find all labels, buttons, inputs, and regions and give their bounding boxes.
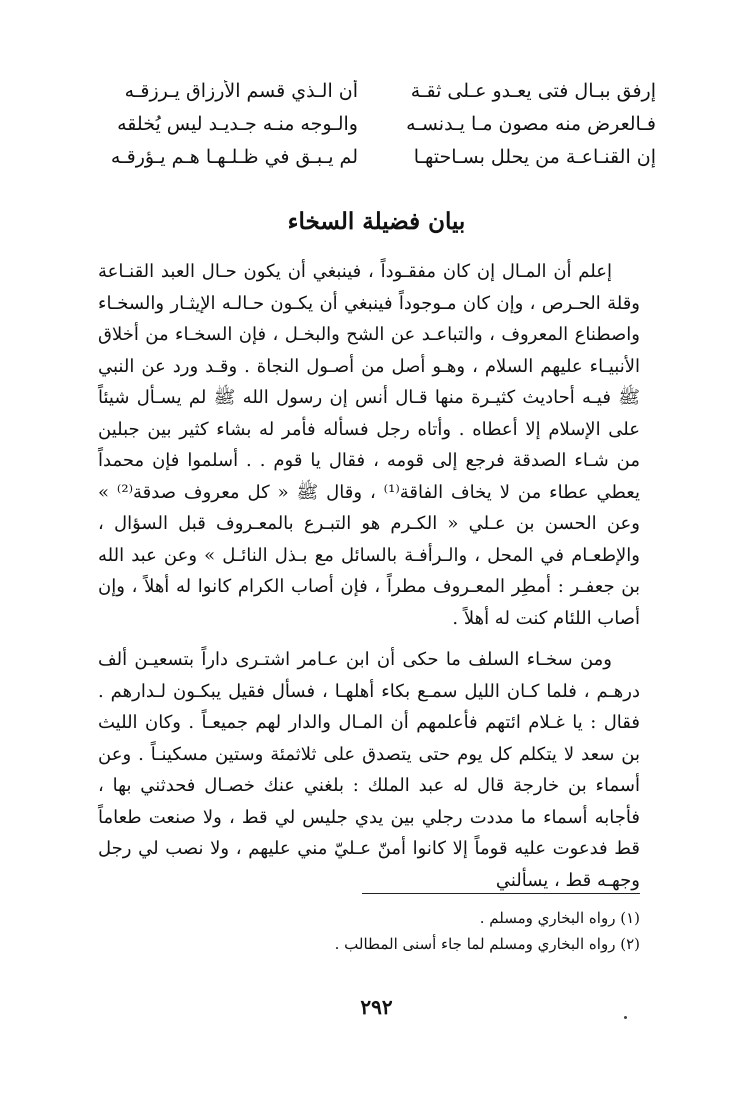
poem-verse xyxy=(100,107,656,140)
footnotes xyxy=(98,905,640,957)
paragraph: إعلم أن المـال إن كان مفقـوداً ، فينبغي أن يكون حـال العبد القنـاعة وقلة الحـرص ، وإن كان مـوجوداً فينبغي أن يكـون حـالـه الإيثـار والسخـاء واصطناع المعروف ، والتباعـد عن الشح والبخـل ، فإن السخـاء من أخلاق الأنبيـاء عليهم السلام ، وهـو أصل من أصـول النجاة . وقـد ورد عن النبي ﷺ فيـه أحاديث كثيـرة منها قـال أنس إن رسول الله ﷺ لم يسـأل شيئاً على الإسلام إلا أعطاه . وأتاه رجل فسأله فأمر له بشاء كثير بين جبلين من شـاء الصدقة فرجع إلى قومه ، فقال يا قوم . . أسلموا فإن محمداً يعطي عطاء من لا يخاف الفاقة⁽¹⁾ ، وقال ﷺ « كل معروف صدقة⁽²⁾ » وعن الحسن بن عـلي « الكـرم هو التبـرع بالمعـروف قبل السؤال ، والإطعـام في المحل ، والـرأفـة بالسائل مع بـذل النائـل » وعن عبد الله بن جعفـر : أمطِر المعـروف مطراً ، فإن أصاب الكرام كانوا له أهلاً ، وإن أصاب اللئام كنت له أهلاً . xyxy=(98,261,640,629)
verse-second-hemistich: لم يـبـق في ظـلـهـا هـم يـؤرقـه xyxy=(110,145,358,168)
verse-second-hemistich: أن الـذي قسم الأرزاق يـرزقـه xyxy=(124,79,358,102)
footnote-divider xyxy=(362,893,640,894)
body-text xyxy=(98,256,640,896)
verse-second-hemistich: والـوجه منـه جـديـد ليس يُخلقه xyxy=(117,112,358,135)
page-number: ٢٩٢ xyxy=(360,995,393,1019)
poem-verse xyxy=(100,74,656,107)
poem-verse xyxy=(100,140,656,173)
print-speck xyxy=(624,1016,627,1019)
paragraph: ومن سخـاء السلف ما حكى أن ابن عـامر اشتـرى داراً بتسعيـن ألف درهـم ، فلما كـان الليل سمـع بكاء أهلهـا ، فسأل فقيل يبكـون لـدارهم . فقال : يا غـلام ائتهم فأعلمهم أن المـال والدار لهم جميعـاً . وكان الليث بن سعد لا يتكلم كل يوم حتى يتصدق على ثلاثمئة وستين مسكينـاً . وعن أسماء بن خارجة قال له عبد الملك : بلغني عنك خصـال فحدثني بها ، فأجابه أسماء ما مددت رجلي بين يدي جليس لي قط ، ولا صنعت طعاماً قط فدعوت عليه قوماً إلا كانوا أمنّ عـليّ مني عليهم ، ولا نصب لي رجل وجهـه قط ، يسألني xyxy=(98,649,640,891)
verse-first-hemistich: فـالعرض منه مصون مـا يـدنسـه xyxy=(406,112,656,135)
footnote: (٢) رواه البخاري ومسلم لما جاء أسنى المطالب . xyxy=(334,935,640,953)
verse-first-hemistich: إن القنـاعـة من يحلل بسـاحتهـا xyxy=(413,145,656,168)
section-heading: بيان فضيلة السخاء xyxy=(287,208,466,235)
footnote: (١) رواه البخاري ومسلم . xyxy=(479,909,640,927)
verse-first-hemistich: إرفق ببـال فتى يعـدو عـلى ثقـة xyxy=(410,79,656,102)
poem-verses xyxy=(100,74,656,173)
